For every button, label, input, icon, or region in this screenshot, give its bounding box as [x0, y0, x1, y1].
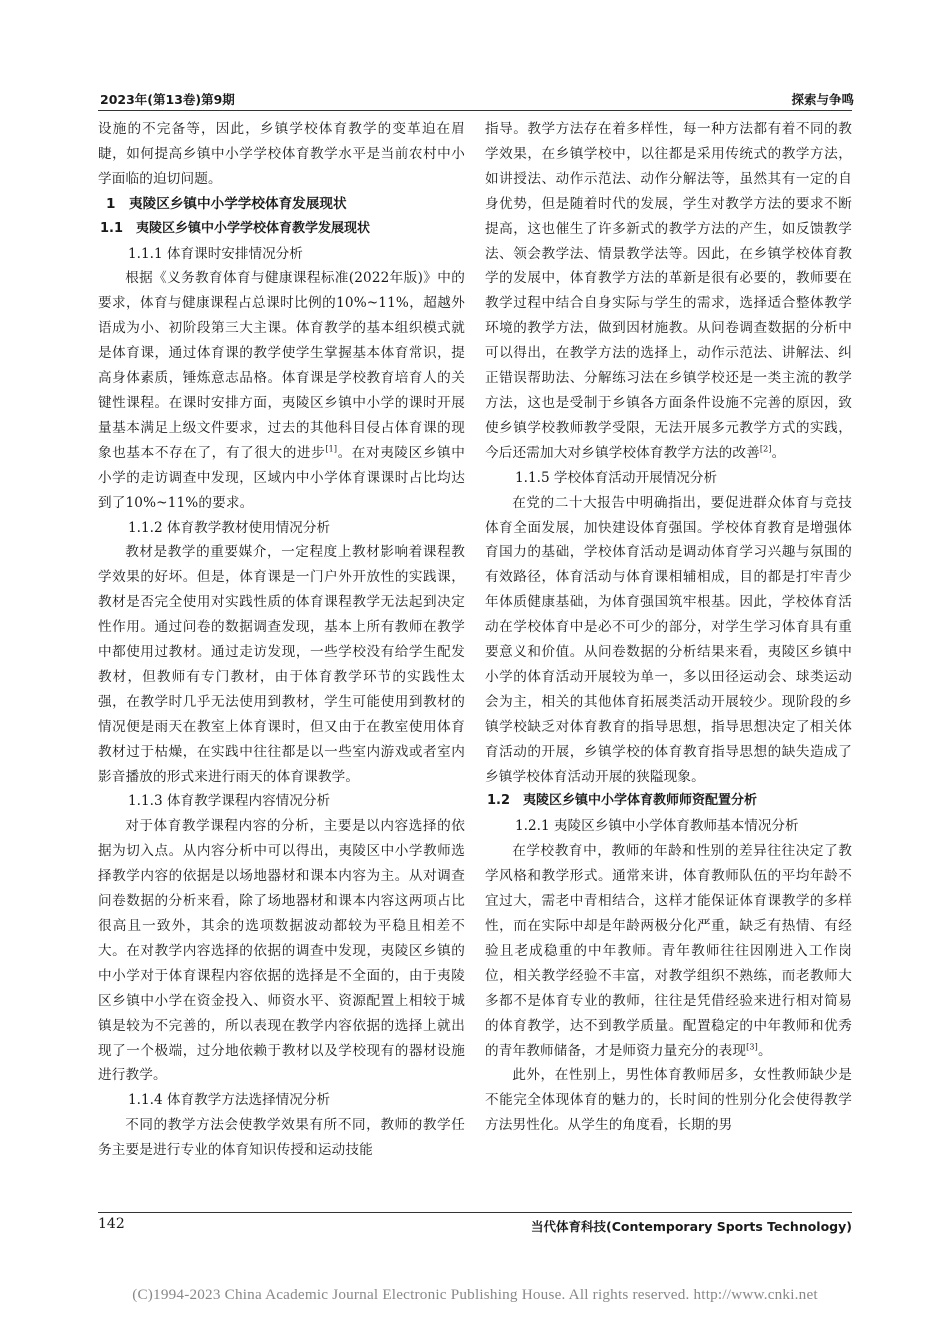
- paragraph: 对于体育教学课程内容的分析，主要是以内容选择的依据为切入点。从内容分析中可以得出，夷陵区中小学教师选择教学内容的依据是以场地器材和课本内容为主。从对调查问卷数据的分析来看，除了场地器材和课本内容这两项占比很高且一致外，其余的选项数据波动都较为平稳且相差不大。在对教学内容选择的依据的调查中发现，夷陵区乡镇的中小学对于体育课程内容依据的选择是不全面的，由于夷陵区乡镇中小学在资金投入、师资水平、资源配置上相较于城镇是较为不完善的，所以表现在教学内容依据的选择上就出现了一个极端，过分地依赖于教材以及学校现有的器材设施进行教学。: [98, 818, 465, 1084]
- subsubsection-heading: 1.2.1 夷陵区乡镇中小学体育教师基本情况分析: [515, 818, 799, 835]
- right-column: [485, 117, 852, 1138]
- citation-ref[interactable]: [3]: [746, 1042, 758, 1051]
- journal-name: 当代体育科技(Contemporary Sports Technology): [531, 1219, 852, 1234]
- section-label: 探索与争鸣: [791, 92, 854, 107]
- subsubsection-heading: 1.1.3 体育教学课程内容情况分析: [128, 793, 331, 810]
- subsubsection-heading: 1.1.5 学校体育活动开展情况分析: [515, 469, 718, 486]
- paragraph: 教材是教学的重要媒介，一定程度上教材影响着课程教学效果的好坏。但是，体育课是一门户外开放性的实践课，教材是否完全使用对实践性质的体育课程教学无法起到决定性作用。通过问卷的数据调查发现，基本上所有教师在教学中都使用过教材。通过走访发现，一些学校没有给学生配发教材，但教师有专门教材，由于体育教学环节的实践性太强，在教学时几乎无法使用到教材，学生可能使用到教材的情况便是雨天在教室上体育课时，但又由于在教室使用体育教材过于枯燥，在实践中往往都是以一些室内游戏或者室内影音播放的形式来进行雨天的体育课教学。: [98, 544, 465, 785]
- paragraph: 在学校教育中，教师的年龄和性别的差异往往决定了教学风格和教学形式。通常来讲，体育教师队伍的平均年龄不宜过大，需老中青相结合，这样才能保证体育课教学的多样性，而在实际中却是年龄两极分化严重，缺乏有热情、有经验且老成稳重的中年教师。青年教师往往因刚进入工作岗位，相关教学经验不丰富，对教学组织不熟练，而老教师大多都不是体育专业的教师，往往是凭借经验来进行相对简易的体育教学，达不到教学质量。配置稳定的中年教师和优秀的青年教师储备，才是师资力量充分的表现[3]。: [485, 843, 852, 1059]
- subsubsection-heading: 1.1.4 体育教学方法选择情况分析: [128, 1092, 331, 1109]
- left-column: [98, 117, 465, 1163]
- subsection-heading: 1.2 夷陵区乡镇中小学体育教师师资配置分析: [487, 793, 758, 809]
- page-number: 142: [98, 1216, 125, 1232]
- paragraph: 在党的二十大报告中明确指出，要促进群众体育与竞技体育全面发展，加快建设体育强国。学校体育教育是增强体育国力的基础，学校体育活动是调动体育学习兴趣与氛围的有效路径，体育活动与体育课相辅相成，目的都是打牢青少年体质健康基础，为体育强国筑牢根基。因此，学校体育活动在学校体育中是必不可少的部分，对学生学习体育具有重要意义和价值。从问卷数据的分析结果来看，夷陵区乡镇中小学的体育活动开展较为单一，多以田径运动会、球类运动会为主，相关的其他体育拓展类活动开展较少。现阶段的乡镇学校缺乏对体育教育的指导思想，指导思想决定了相关体育活动的开展，乡镇学校的体育教育指导思想的缺失造成了乡镇学校体育活动开展的狭隘现象。: [485, 494, 852, 785]
- copyright-notice: (C)1994-2023 China Academic Journal Electronic Publishing House. All rights reserved. http://www.cnki.net: [132, 1286, 818, 1303]
- running-footer: [98, 1216, 852, 1236]
- citation-ref[interactable]: [2]: [759, 444, 772, 454]
- running-header: [90, 88, 860, 108]
- subsection-heading: 1.1 夷陵区乡镇中小学学校体育教学发展现状: [100, 220, 371, 236]
- citation-ref[interactable]: [1]: [325, 444, 338, 454]
- footer-rule: [98, 1212, 852, 1213]
- issue-label: 2023年(第13卷)第9期: [100, 92, 235, 107]
- section-heading: 1 夷陵区乡镇中小学学校体育发展现状: [106, 195, 347, 212]
- paragraph: 根据《义务教育体育与健康课程标准(2022年版)》中的要求，体育与健康课程占总课时比例的10%~11%，超越外语成为小、初阶段第三大主课。体育教学的基本组织模式就是体育课，通过体育课的教学使学生掌握基本体育常识，提高身体素质，锤炼意志品格。体育课是学校教育培育人的关键性课程。在课时安排方面，夷陵区乡镇中小学的课时开展量基本满足上级文件要求，过去的其他科目侵占体育课的现象也基本不存在了，有了很大的进步[1]。在对夷陵区乡镇中小学的走访调查中发现，区域内中小学体育课课时占比均达到了10%~11%的要求。: [98, 270, 465, 511]
- header-rule: [98, 110, 852, 111]
- subsubsection-heading: 1.1.2 体育教学教材使用情况分析: [128, 519, 331, 536]
- paragraph: 指导。教学方法存在着多样性，每一种方法都有着不同的教学效果，在乡镇学校中，以往都是采用传统式的教学方法，如讲授法、动作示范法、动作分解法等，虽然其有一定的自身优势，但是随着时代的发展，学生对教学方法的要求不断提高，这也催生了许多新式的教学方法的产生，如反馈教学法、领会教学法、情景教学法等。因此，在乡镇学校体育教学的发展中，体育教学方法的革新是很有必要的，教师要在教学过程中结合自身实际与学生的需求，选择适合整体教学环境的教学方法，做到因材施教。从问卷调查数据的分析中可以得出，在教学方法的选择上，动作示范法、讲解法、纠正错误帮助法、分解练习法在乡镇学校还是一类主流的教学方法，这也是受制于乡镇各方面条件设施不完善的原因，致使乡镇学校教师教学受限，无法开展多元教学方式的实践，今后还需加大对乡镇学校体育教学方法的改善[2]。: [485, 121, 852, 461]
- subsubsection-heading: 1.1.1 体育课时安排情况分析: [128, 245, 303, 262]
- paragraph: 不同的教学方法会使教学效果有所不同，教师的教学任务主要是进行专业的体育知识传授和运动技能: [98, 1117, 465, 1159]
- paragraph: 设施的不完备等，因此，乡镇学校体育教学的变革迫在眉睫，如何提高乡镇中小学学校体育教学水平是当前农村中小学面临的迫切问题。: [98, 121, 465, 187]
- paragraph: 此外，在性别上，男性体育教师居多，女性教师缺少是不能完全体现体育的魅力的，长时间的性别分化会使得教学方法男性化。从学生的角度看，长期的男: [485, 1067, 852, 1134]
